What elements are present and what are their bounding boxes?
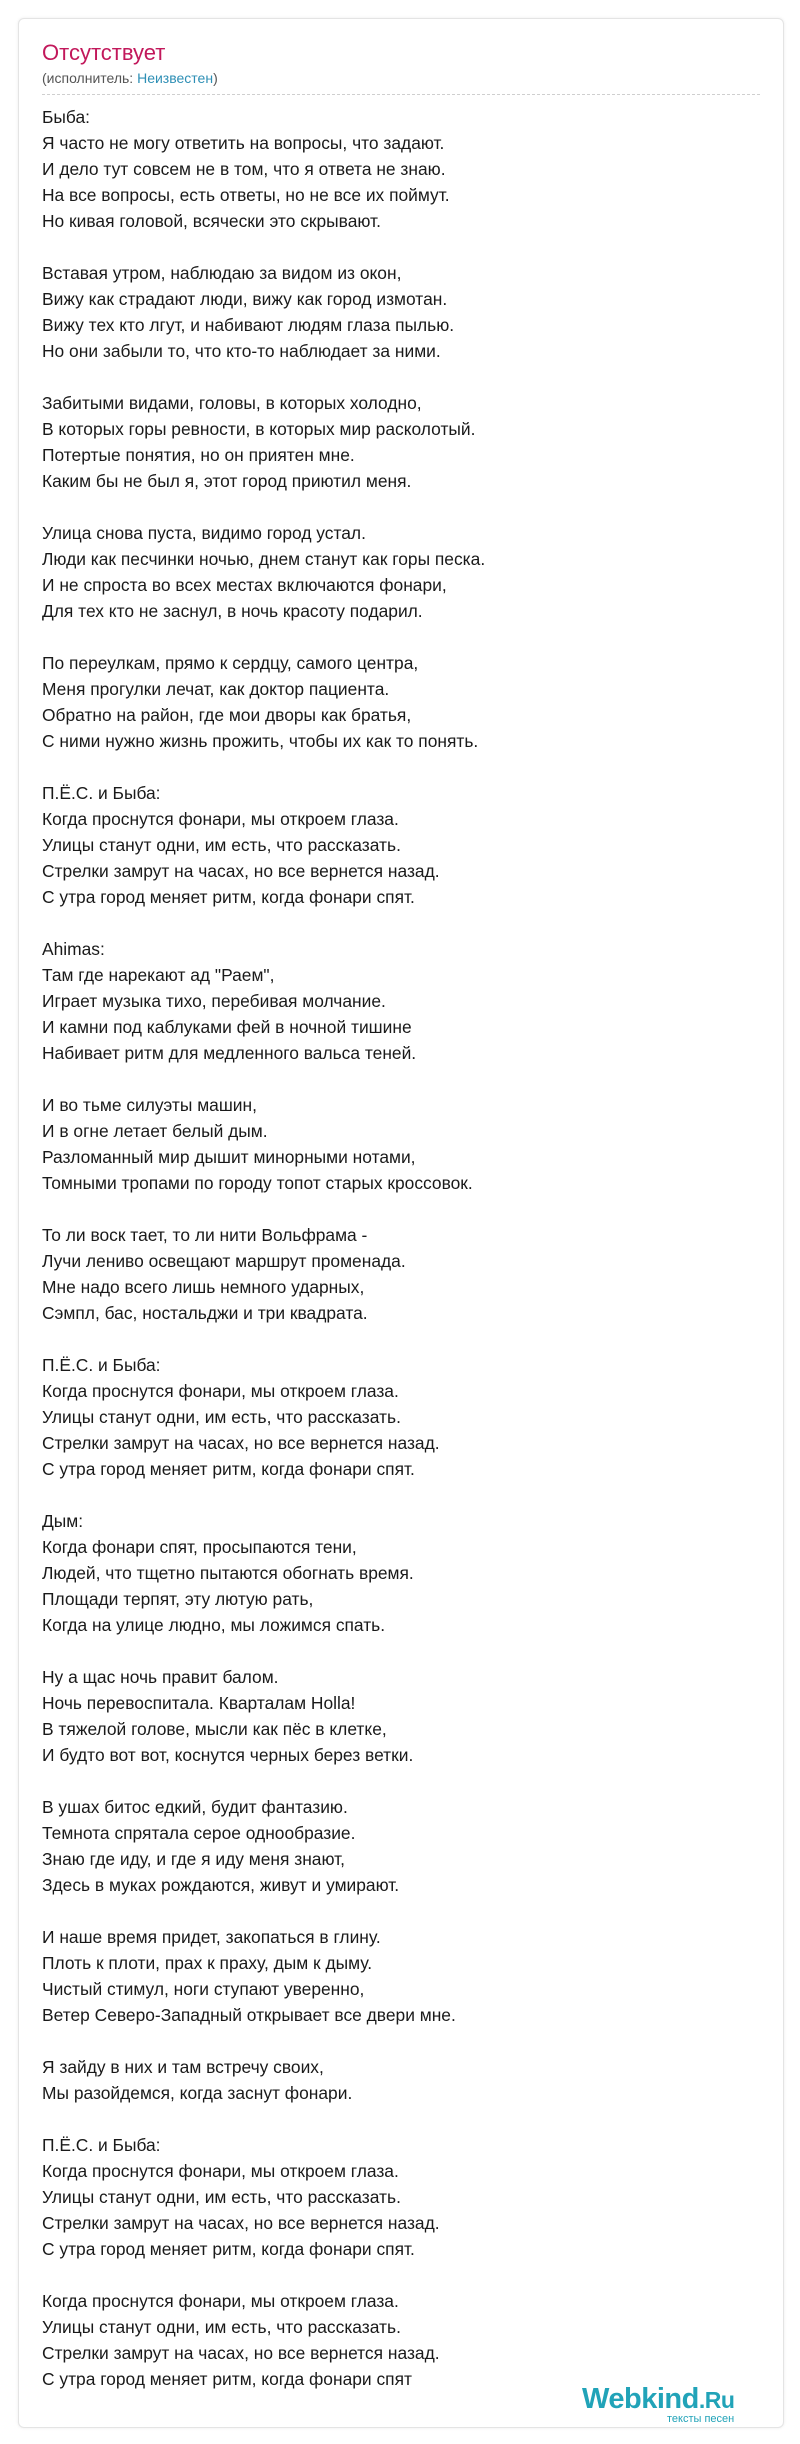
lyrics-line: С утра город меняет ритм, когда фонари спят	[42, 2369, 412, 2389]
lyrics-line: Забитыми видами, головы, в которых холодно,	[42, 393, 422, 413]
webkind-logo[interactable]	[582, 2382, 782, 2426]
lyrics-line: Ahimas:	[42, 939, 105, 959]
lyrics-line: Знаю где иду, и где я иду меня знают,	[42, 1849, 345, 1869]
title-separator	[42, 94, 760, 95]
lyrics-line: Люди как песчинки ночью, днем станут как горы песка.	[42, 549, 486, 569]
lyrics-line: Сэмпл, бас, ностальджи и три квадрата.	[42, 1303, 368, 1323]
artist-line	[42, 70, 218, 86]
lyrics-line: Стрелки замрут на часах, но все вернется назад.	[42, 1433, 440, 1453]
lyrics-line: Когда фонари спят, просыпаются тени,	[42, 1537, 357, 1557]
lyrics-line: Улицы станут одни, им есть, что рассказать.	[42, 835, 401, 855]
lyrics-blank-line	[42, 1196, 762, 1222]
lyrics-line: Для тех кто не заснул, в ночь красоту подарил.	[42, 601, 423, 621]
lyrics-line: И во тьме силуэты машин,	[42, 1095, 257, 1115]
lyrics-line: Разломанный мир дышит минорными нотами,	[42, 1147, 416, 1167]
lyrics-line: Мне надо всего лишь немного ударных,	[42, 1277, 365, 1297]
lyrics-line: Вижу тех кто лгут, и набивают людям глаза пылью.	[42, 315, 455, 335]
lyrics-line: Стрелки замрут на часах, но все вернется назад.	[42, 2213, 440, 2233]
artist-suffix: )	[213, 70, 218, 86]
lyrics-line: Быба:	[42, 107, 90, 127]
lyrics-line: И камни под каблуками фей в ночной тишине	[42, 1017, 412, 1037]
lyrics-line: С ними нужно жизнь прожить, чтобы их как то понять.	[42, 731, 479, 751]
lyrics-line: П.Ё.С. и Быба:	[42, 783, 161, 803]
lyrics-line: И дело тут совсем не в том, что я ответа не знаю.	[42, 159, 446, 179]
lyrics-line: И наше время придет, закопаться в глину.	[42, 1927, 381, 1947]
lyrics-blank-line	[42, 1638, 762, 1664]
lyrics-line: Обратно на район, где мои дворы как братья,	[42, 705, 412, 725]
lyrics-line: Когда проснутся фонари, мы откроем глаза.	[42, 2161, 399, 2181]
lyrics-line: В тяжелой голове, мысли как пёс в клетке,	[42, 1719, 387, 1739]
lyrics-blank-line	[42, 1066, 762, 1092]
lyrics-blank-line	[42, 1482, 762, 1508]
artist-prefix: (исполнитель:	[42, 70, 138, 86]
lyrics-line: Людей, что тщетно пытаются обогнать время.	[42, 1563, 414, 1583]
lyrics-blank-line	[42, 1768, 762, 1794]
lyrics-line: Но они забыли то, что кто-то наблюдает за ними.	[42, 341, 441, 361]
lyrics-line: То ли воск тает, то ли нити Вольфрама -	[42, 1225, 368, 1245]
artist-link[interactable]: Неизвестен	[137, 70, 214, 86]
lyrics-line: Потертые понятия, но он приятен мне.	[42, 445, 355, 465]
lyrics-text	[42, 104, 762, 2392]
lyrics-blank-line	[42, 910, 762, 936]
lyrics-line: В которых горы ревности, в которых мир расколотый.	[42, 419, 476, 439]
lyrics-line: По переулкам, прямо к сердцу, самого центра,	[42, 653, 419, 673]
lyrics-line: В ушах битос едкий, будит фантазию.	[42, 1797, 348, 1817]
lyrics-line: Когда проснутся фонари, мы откроем глаза.	[42, 2291, 399, 2311]
lyrics-line: Ветер Северо-Западный открывает все двери мне.	[42, 2005, 456, 2025]
lyrics-line: Набивает ритм для медленного вальса теней.	[42, 1043, 417, 1063]
lyrics-line: С утра город меняет ритм, когда фонари спят.	[42, 887, 415, 907]
lyrics-blank-line	[42, 2028, 762, 2054]
lyrics-line: Улицы станут одни, им есть, что рассказать.	[42, 2187, 401, 2207]
lyrics-line: Когда проснутся фонари, мы откроем глаза.	[42, 1381, 399, 1401]
lyrics-line: Дым:	[42, 1511, 84, 1531]
lyrics-line: И в огне летает белый дым.	[42, 1121, 268, 1141]
lyrics-line: Когда на улице людно, мы ложимся спать.	[42, 1615, 386, 1635]
lyrics-line: Ну а щас ночь правит балом.	[42, 1667, 279, 1687]
lyrics-blank-line	[42, 2106, 762, 2132]
lyrics-line: Здесь в муках рождаются, живут и умирают.	[42, 1875, 400, 1895]
lyrics-blank-line	[42, 234, 762, 260]
lyrics-line: Темнота спрятала серое однообразие.	[42, 1823, 356, 1843]
lyrics-line: Каким бы не был я, этот город приютил меня.	[42, 471, 412, 491]
lyrics-line: Плоть к плоти, прах к праху, дым к дыму.	[42, 1953, 373, 1973]
lyrics-line: Но кивая головой, всячески это скрывают.	[42, 211, 381, 231]
lyrics-line: Играет музыка тихо, перебивая молчание.	[42, 991, 386, 1011]
logo-tagline: тексты песен	[667, 2413, 735, 2425]
lyrics-line: Там где нарекают ад "Раем",	[42, 965, 275, 985]
lyrics-line: Улицы станут одни, им есть, что рассказать.	[42, 1407, 401, 1427]
lyrics-line: Я часто не могу ответить на вопросы, что задают.	[42, 133, 445, 153]
lyrics-line: На все вопросы, есть ответы, но не все их поймут.	[42, 185, 450, 205]
lyrics-blank-line	[42, 1898, 762, 1924]
song-title: Отсутствует	[42, 40, 166, 65]
lyrics-blank-line	[42, 364, 762, 390]
lyrics-line: Ночь перевоспитала. Кварталам Holla!	[42, 1693, 356, 1713]
lyrics-blank-line	[42, 2262, 762, 2288]
lyrics-line: Стрелки замрут на часах, но все вернется назад.	[42, 2343, 440, 2363]
lyrics-line: Вставая утром, наблюдаю за видом из окон,	[42, 263, 402, 283]
lyrics-line: Мы разойдемся, когда заснут фонари.	[42, 2083, 353, 2103]
lyrics-line: П.Ё.С. и Быба:	[42, 2135, 161, 2155]
lyrics-line: Лучи лениво освещают маршрут променада.	[42, 1251, 406, 1271]
lyrics-line: Улицы станут одни, им есть, что рассказать.	[42, 2317, 401, 2337]
lyrics-line: И будто вот вот, коснутся черных берез ветки.	[42, 1745, 414, 1765]
lyrics-line: И не спроста во всех местах включаются фонари,	[42, 575, 447, 595]
lyrics-line: Томными тропами по городу топот старых кроссовок.	[42, 1173, 473, 1193]
lyrics-blank-line	[42, 494, 762, 520]
logo-main-text: Webkind	[582, 2383, 699, 2415]
logo-tld-text: .Ru	[698, 2387, 735, 2413]
lyrics-line: Меня прогулки лечат, как доктор пациента.	[42, 679, 390, 699]
lyrics-line: С утра город меняет ритм, когда фонари спят.	[42, 1459, 415, 1479]
lyrics-line: Стрелки замрут на часах, но все вернется назад.	[42, 861, 440, 881]
lyrics-line: Я зайду в них и там встречу своих,	[42, 2057, 324, 2077]
lyrics-blank-line	[42, 1326, 762, 1352]
lyrics-line: С утра город меняет ритм, когда фонари спят.	[42, 2239, 415, 2259]
lyrics-line: Чистый стимул, ноги ступают уверенно,	[42, 1979, 365, 1999]
lyrics-line: Площади терпят, эту лютую рать,	[42, 1589, 314, 1609]
logo-wordmark	[582, 2382, 734, 2417]
lyrics-line: Улица снова пуста, видимо город устал.	[42, 523, 366, 543]
lyrics-line: Когда проснутся фонари, мы откроем глаза.	[42, 809, 399, 829]
lyrics-blank-line	[42, 624, 762, 650]
lyrics-line: П.Ё.С. и Быба:	[42, 1355, 161, 1375]
lyrics-blank-line	[42, 754, 762, 780]
lyrics-line: Вижу как страдают люди, вижу как город измотан.	[42, 289, 448, 309]
